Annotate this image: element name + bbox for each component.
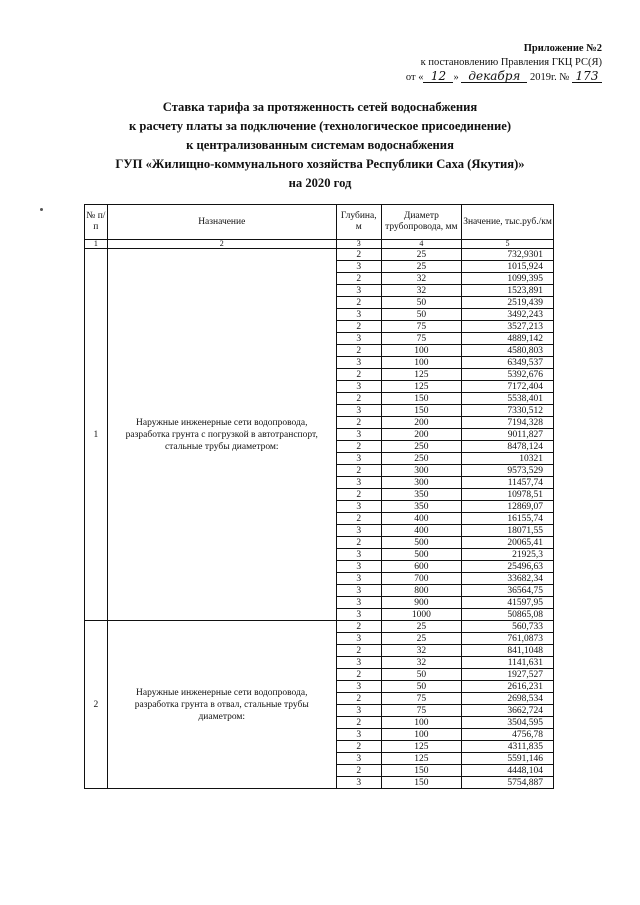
depth-cell: 2 bbox=[336, 621, 381, 633]
value-cell: 6349,537 bbox=[462, 357, 554, 369]
depth-cell: 3 bbox=[336, 573, 381, 585]
depth-cell: 3 bbox=[336, 357, 381, 369]
diameter-cell: 75 bbox=[381, 705, 461, 717]
value-cell: 1141,631 bbox=[462, 657, 554, 669]
value-cell: 3662,724 bbox=[462, 705, 554, 717]
value-cell: 36564,75 bbox=[462, 585, 554, 597]
appendix-number: Приложение №2 bbox=[523, 43, 602, 54]
table-header-row bbox=[85, 205, 554, 240]
table-body bbox=[85, 249, 554, 789]
value-cell: 560,733 bbox=[462, 621, 554, 633]
depth-cell: 2 bbox=[336, 417, 381, 429]
depth-cell: 3 bbox=[336, 633, 381, 645]
depth-cell: 2 bbox=[336, 645, 381, 657]
depth-cell: 3 bbox=[336, 549, 381, 561]
diameter-cell: 400 bbox=[381, 525, 461, 537]
diameter-cell: 900 bbox=[381, 597, 461, 609]
value-cell: 4448,104 bbox=[462, 765, 554, 777]
value-cell: 41597,95 bbox=[462, 597, 554, 609]
column-number-row bbox=[85, 240, 554, 249]
diameter-cell: 800 bbox=[381, 585, 461, 597]
value-cell: 10978,51 bbox=[462, 489, 554, 501]
decree-number: 173 bbox=[572, 70, 602, 83]
value-cell: 18071,55 bbox=[462, 525, 554, 537]
depth-cell: 3 bbox=[336, 309, 381, 321]
value-cell: 21925,3 bbox=[462, 549, 554, 561]
diameter-cell: 25 bbox=[381, 261, 461, 273]
depth-cell: 2 bbox=[336, 345, 381, 357]
diameter-cell: 300 bbox=[381, 477, 461, 489]
document-title bbox=[0, 98, 640, 193]
depth-cell: 2 bbox=[336, 741, 381, 753]
depth-cell: 3 bbox=[336, 561, 381, 573]
group-purpose: Наружные инженерные сети водопровода, разработка грунта с погрузкой в автотранспорт, стальные трубы диаметром: bbox=[107, 249, 336, 621]
value-cell: 1015,924 bbox=[462, 261, 554, 273]
depth-cell: 3 bbox=[336, 261, 381, 273]
colnum-2: 2 bbox=[107, 240, 336, 249]
date-separator: » bbox=[453, 72, 459, 83]
diameter-cell: 25 bbox=[381, 633, 461, 645]
diameter-cell: 200 bbox=[381, 417, 461, 429]
value-cell: 12869,07 bbox=[462, 501, 554, 513]
group-number: 2 bbox=[85, 621, 108, 789]
depth-cell: 3 bbox=[336, 429, 381, 441]
diameter-cell: 50 bbox=[381, 681, 461, 693]
header-purpose: Назначение bbox=[107, 205, 336, 240]
title-line-2: к расчету платы за подключение (технологическое присоединение) bbox=[128, 119, 512, 133]
diameter-cell: 100 bbox=[381, 357, 461, 369]
depth-cell: 3 bbox=[336, 729, 381, 741]
value-cell: 2616,231 bbox=[462, 681, 554, 693]
diameter-cell: 350 bbox=[381, 489, 461, 501]
depth-cell: 3 bbox=[336, 381, 381, 393]
diameter-cell: 50 bbox=[381, 309, 461, 321]
depth-cell: 3 bbox=[336, 753, 381, 765]
table-row bbox=[85, 249, 554, 261]
diameter-cell: 150 bbox=[381, 765, 461, 777]
date-prefix: от « bbox=[405, 72, 424, 83]
depth-cell: 2 bbox=[336, 669, 381, 681]
depth-cell: 3 bbox=[336, 477, 381, 489]
value-cell: 3527,213 bbox=[462, 321, 554, 333]
depth-cell: 3 bbox=[336, 705, 381, 717]
group-number: 1 bbox=[85, 249, 108, 621]
colnum-5: 5 bbox=[462, 240, 554, 249]
value-cell: 16155,74 bbox=[462, 513, 554, 525]
value-cell: 7194,328 bbox=[462, 417, 554, 429]
value-cell: 841,1048 bbox=[462, 645, 554, 657]
depth-cell: 3 bbox=[336, 609, 381, 621]
diameter-cell: 125 bbox=[381, 741, 461, 753]
value-cell: 8478,124 bbox=[462, 441, 554, 453]
diameter-cell: 600 bbox=[381, 561, 461, 573]
value-cell: 9573,529 bbox=[462, 465, 554, 477]
depth-cell: 3 bbox=[336, 501, 381, 513]
value-cell: 10321 bbox=[462, 453, 554, 465]
depth-cell: 3 bbox=[336, 453, 381, 465]
diameter-cell: 1000 bbox=[381, 609, 461, 621]
diameter-cell: 300 bbox=[381, 465, 461, 477]
header-depth: Глубина, м bbox=[336, 205, 381, 240]
title-line-4: ГУП «Жилищно-коммунального хозяйства Республики Саха (Якутия)» bbox=[115, 157, 525, 171]
depth-cell: 2 bbox=[336, 513, 381, 525]
value-cell: 732,9301 bbox=[462, 249, 554, 261]
value-cell: 1523,891 bbox=[462, 285, 554, 297]
diameter-cell: 125 bbox=[381, 381, 461, 393]
depth-cell: 2 bbox=[336, 465, 381, 477]
depth-cell: 2 bbox=[336, 765, 381, 777]
value-cell: 5392,676 bbox=[462, 369, 554, 381]
value-cell: 2698,534 bbox=[462, 693, 554, 705]
diameter-cell: 700 bbox=[381, 573, 461, 585]
depth-cell: 2 bbox=[336, 537, 381, 549]
value-cell: 761,0873 bbox=[462, 633, 554, 645]
diameter-cell: 500 bbox=[381, 537, 461, 549]
value-cell: 1099,395 bbox=[462, 273, 554, 285]
diameter-cell: 25 bbox=[381, 621, 461, 633]
diameter-cell: 200 bbox=[381, 429, 461, 441]
diameter-cell: 32 bbox=[381, 285, 461, 297]
title-line-1: Ставка тарифа за протяженность сетей водоснабжения bbox=[162, 100, 478, 114]
value-cell: 5591,146 bbox=[462, 753, 554, 765]
depth-cell: 3 bbox=[336, 597, 381, 609]
diameter-cell: 100 bbox=[381, 717, 461, 729]
diameter-cell: 100 bbox=[381, 729, 461, 741]
depth-cell: 2 bbox=[336, 321, 381, 333]
diameter-cell: 32 bbox=[381, 273, 461, 285]
value-cell: 5754,887 bbox=[462, 777, 554, 789]
title-line-3: к централизованным системам водоснабжения bbox=[186, 138, 454, 152]
colnum-3: 3 bbox=[336, 240, 381, 249]
value-cell: 25496,63 bbox=[462, 561, 554, 573]
depth-cell: 3 bbox=[336, 285, 381, 297]
date-month: декабря bbox=[461, 70, 527, 83]
appendix-reference: к постановлению Правления ГКЦ РС(Я) bbox=[420, 57, 602, 68]
diameter-cell: 250 bbox=[381, 453, 461, 465]
value-cell: 7172,404 bbox=[462, 381, 554, 393]
diameter-cell: 150 bbox=[381, 393, 461, 405]
header-diameter: Диаметр трубопровода, мм bbox=[381, 205, 461, 240]
value-cell: 7330,512 bbox=[462, 405, 554, 417]
diameter-cell: 250 bbox=[381, 441, 461, 453]
diameter-cell: 125 bbox=[381, 369, 461, 381]
depth-cell: 2 bbox=[336, 273, 381, 285]
depth-cell: 2 bbox=[336, 369, 381, 381]
value-cell: 3504,595 bbox=[462, 717, 554, 729]
value-cell: 33682,34 bbox=[462, 573, 554, 585]
table-row bbox=[85, 621, 554, 633]
value-cell: 1927,527 bbox=[462, 669, 554, 681]
value-cell: 20065,41 bbox=[462, 537, 554, 549]
depth-cell: 3 bbox=[336, 657, 381, 669]
depth-cell: 2 bbox=[336, 489, 381, 501]
diameter-cell: 25 bbox=[381, 249, 461, 261]
value-cell: 4756,78 bbox=[462, 729, 554, 741]
date-year: 2019г. № bbox=[529, 72, 570, 83]
value-cell: 4311,835 bbox=[462, 741, 554, 753]
colnum-1: 1 bbox=[85, 240, 108, 249]
diameter-cell: 50 bbox=[381, 669, 461, 681]
diameter-cell: 350 bbox=[381, 501, 461, 513]
depth-cell: 2 bbox=[336, 693, 381, 705]
depth-cell: 3 bbox=[336, 777, 381, 789]
depth-cell: 3 bbox=[336, 405, 381, 417]
header-number: № п/п bbox=[85, 205, 108, 240]
depth-cell: 3 bbox=[336, 333, 381, 345]
value-cell: 9011,827 bbox=[462, 429, 554, 441]
value-cell: 4580,803 bbox=[462, 345, 554, 357]
diameter-cell: 125 bbox=[381, 753, 461, 765]
header-value: Значение, тыс.руб./км bbox=[462, 205, 554, 240]
diameter-cell: 75 bbox=[381, 693, 461, 705]
depth-cell: 3 bbox=[336, 681, 381, 693]
date-day: 12 bbox=[423, 70, 453, 83]
diameter-cell: 32 bbox=[381, 657, 461, 669]
group-purpose: Наружные инженерные сети водопровода, разработка грунта в отвал, стальные трубы диаметром: bbox=[107, 621, 336, 789]
diameter-cell: 150 bbox=[381, 405, 461, 417]
depth-cell: 2 bbox=[336, 717, 381, 729]
depth-cell: 2 bbox=[336, 297, 381, 309]
diameter-cell: 32 bbox=[381, 645, 461, 657]
title-line-5: на 2020 год bbox=[288, 176, 352, 190]
appendix-date-line bbox=[406, 70, 602, 85]
depth-cell: 2 bbox=[336, 441, 381, 453]
diameter-cell: 50 bbox=[381, 297, 461, 309]
diameter-cell: 400 bbox=[381, 513, 461, 525]
appendix-block bbox=[406, 42, 602, 85]
diameter-cell: 75 bbox=[381, 333, 461, 345]
value-cell: 5538,401 bbox=[462, 393, 554, 405]
diameter-cell: 150 bbox=[381, 777, 461, 789]
depth-cell: 2 bbox=[336, 249, 381, 261]
value-cell: 50865,08 bbox=[462, 609, 554, 621]
diameter-cell: 75 bbox=[381, 321, 461, 333]
value-cell: 11457,74 bbox=[462, 477, 554, 489]
scan-speck bbox=[40, 208, 43, 211]
colnum-4: 4 bbox=[381, 240, 461, 249]
value-cell: 3492,243 bbox=[462, 309, 554, 321]
value-cell: 4889,142 bbox=[462, 333, 554, 345]
depth-cell: 2 bbox=[336, 393, 381, 405]
depth-cell: 3 bbox=[336, 525, 381, 537]
tariff-table bbox=[84, 204, 554, 789]
diameter-cell: 100 bbox=[381, 345, 461, 357]
diameter-cell: 500 bbox=[381, 549, 461, 561]
value-cell: 2519,439 bbox=[462, 297, 554, 309]
depth-cell: 3 bbox=[336, 585, 381, 597]
